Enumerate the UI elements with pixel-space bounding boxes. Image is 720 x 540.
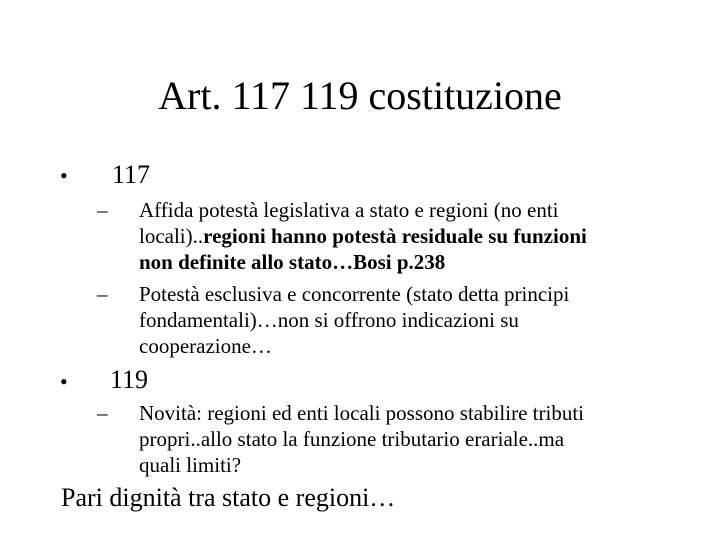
bullet-marker: • <box>60 163 68 188</box>
dash-marker: – <box>97 198 108 222</box>
bullet-marker: • <box>60 369 68 394</box>
sub-item-line: Affida potestà legislativa a stato e regioni (no enti <box>139 198 559 222</box>
section-label-117: 117 <box>112 160 151 189</box>
dash-marker: – <box>97 401 108 425</box>
slide-title: Art. 117 119 costituzione <box>158 73 562 118</box>
sub-item-line: Novità: regioni ed enti locali possono stabilire tributi <box>139 401 584 425</box>
sub-item-line-bold: non definite allo stato…Bosi p.238 <box>139 250 446 274</box>
sub-item-line: cooperazione… <box>139 334 272 358</box>
footer-statement: Pari dignità tra stato e regioni… <box>61 483 396 512</box>
section-label-119: 119 <box>110 365 149 394</box>
sub-item-exclusive-power <box>139 281 699 359</box>
sub-item-line: quali limiti? <box>139 453 242 477</box>
sub-item-line: propri..allo stato la funzione tributario erariale..ma <box>139 427 565 451</box>
sub-item-line: fondamentali)…non si offrono indicazioni su <box>139 308 519 332</box>
sub-item-new-taxes <box>139 400 699 478</box>
sub-item-line: Potestà esclusiva e concorrente (stato detta principi <box>139 282 570 306</box>
bold-segment: regioni hanno potestà residuale su funzioni <box>203 224 587 248</box>
plain-segment: locali).. <box>139 224 204 248</box>
sub-item-line <box>139 223 699 249</box>
dash-marker: – <box>97 282 108 306</box>
sub-item-legislative-power <box>139 197 699 275</box>
